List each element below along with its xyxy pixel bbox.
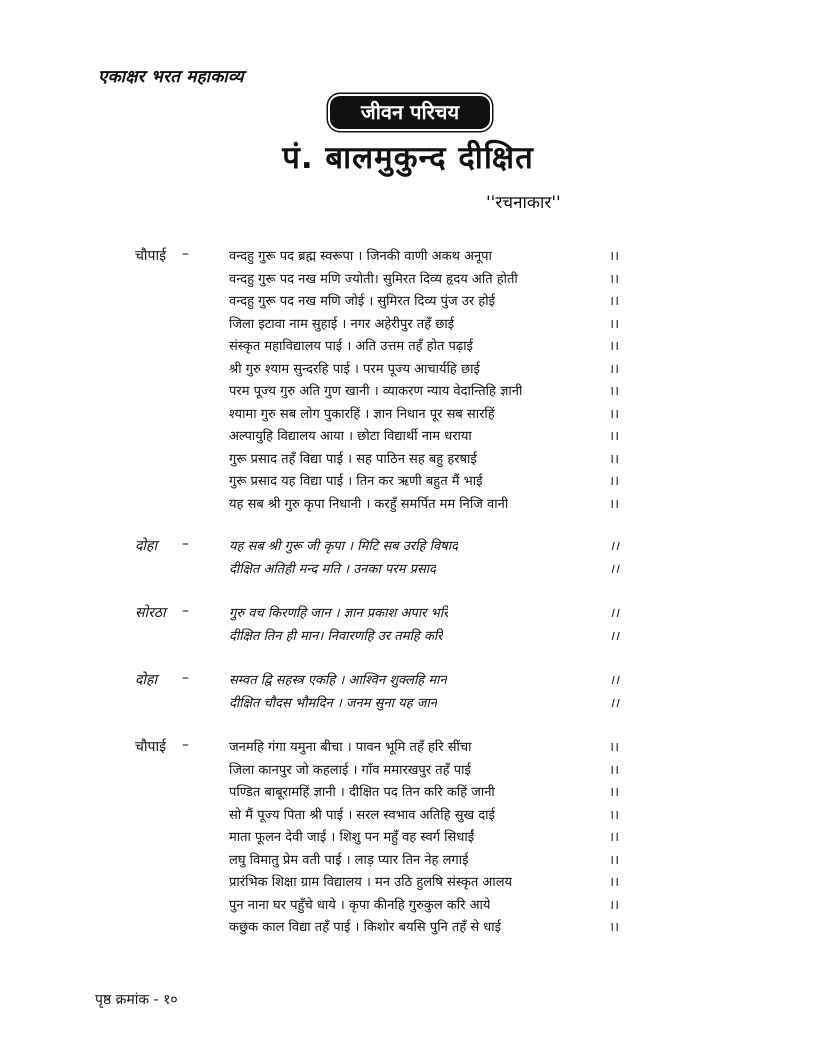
- verse-end-mark: ।।: [609, 807, 619, 823]
- verse-text: माता फूलन देवी जाई । शिशु पन महुँ वह स्वर्ग सिधाईं: [229, 830, 475, 845]
- verse-end-mark: ।।: [609, 695, 619, 711]
- verse-end-mark: ।।: [609, 361, 619, 377]
- verse-end-mark: ।।: [609, 762, 619, 778]
- stanza-dash: –: [182, 737, 189, 753]
- stanza-label: दोहा: [135, 672, 158, 688]
- verse-text: पण्डित बाबूरामहिं ज्ञानी । दीक्षित पद तिन करि कहिं जानी: [229, 785, 495, 800]
- verse-end-mark: ।।: [609, 606, 619, 621]
- verse-line: [229, 603, 619, 626]
- stanza-dash: –: [182, 246, 189, 262]
- verse-end-mark: ।।: [609, 785, 619, 800]
- verse-text: गुरू प्रसाद यह विद्या पाई । तिन कर ऋणी बहुत मैं भाई: [229, 474, 483, 489]
- verse-text: परम पूज्य गुरु अति गुण खानी । व्याकरण न्याय वेदान्तिहि ज्ञानी: [229, 384, 523, 399]
- verse-line: [229, 760, 619, 783]
- verse-line: [229, 670, 619, 693]
- verse-line: [229, 291, 619, 314]
- verse-line: [229, 449, 619, 472]
- verse-line: [229, 494, 619, 517]
- verse-line: [229, 336, 619, 359]
- verse-line: [229, 827, 619, 850]
- stanza-label: सोरठा: [135, 605, 166, 621]
- verse-text: लघु विमातु प्रेम वती पाई । लाड़ प्यार तिन नेह लगाई: [229, 852, 469, 868]
- verse-end-mark: ।।: [609, 673, 619, 688]
- verse-end-mark: ।।: [609, 384, 619, 399]
- stanza-label: दोहा: [135, 538, 158, 554]
- verse-text: दीक्षित तिन ही मान। निवारणहि उर तमहि करि: [229, 628, 443, 644]
- stanza-lines: [229, 603, 619, 648]
- verse-end-mark: ।।: [609, 451, 619, 467]
- verse-text: सो मैं पूज्य पिता श्री पाई । सरल स्वभाव अतिहि सुख दाई: [229, 807, 495, 823]
- verse-text: संस्कृत महाविद्यालय पाई । अति उत्तम तहँ होत पढ़ाई: [229, 339, 473, 354]
- verse-text: सम्वत द्वि सहस्त्र एकहि । आश्विन शुक्लहि मान: [229, 673, 447, 688]
- verse-end-mark: ।।: [609, 920, 619, 935]
- verse-end-mark: ।।: [609, 474, 619, 489]
- verse-text: जिला कानपुर जो कहलाई । गाँव ममारखपुर तहँ पाई: [229, 762, 471, 778]
- verse-text: जिला इटावा नाम सुहाई । नगर अहेरीपुर तहँ छाई: [229, 316, 455, 332]
- verse-line: [229, 381, 619, 404]
- verse-line: [229, 737, 619, 760]
- stanza-dash: –: [182, 603, 189, 619]
- book-title: एकाक्षर भरत महाकाव्य: [98, 67, 244, 87]
- verse-line: [229, 314, 619, 337]
- verse-text: जनमहि गंगा यमुना बीचा । पावन भूमि तहँ हरि सींचा: [229, 740, 472, 755]
- author-role-label: ''रचनाकार'': [486, 193, 561, 213]
- stanza-dash: –: [182, 536, 189, 552]
- verse-text: यह सब श्री गुरु कृपा निधानी । करहुँ समर्पित मम निजि वानी: [229, 496, 509, 512]
- verse-end-mark: ।।: [609, 875, 619, 890]
- verse-line: [229, 872, 619, 895]
- verse-line: [229, 805, 619, 828]
- verse-line: [229, 359, 619, 382]
- verse-text: वन्दहु गुरू पद नख मणि जोई । सुमिरत दिव्य पुंज उर होई: [229, 294, 495, 309]
- stanza-label: चौपाई: [135, 248, 166, 264]
- verse-line: [229, 895, 619, 918]
- verse-end-mark: ।।: [609, 294, 619, 309]
- verse-text: अल्पायुहि विद्यालय आया । छोटा विद्यार्थी नाम धराया: [229, 429, 472, 444]
- verse-text: दीक्षित अतिही मन्द मति । उनका परम प्रसाद: [229, 561, 437, 577]
- verse-line: [229, 536, 619, 559]
- stanza-label: चौपाई: [135, 739, 166, 755]
- verse-text: गुरू प्रसाद तहँ विद्या पाई । सह पाठिन सह बहु हरषाई: [229, 451, 477, 467]
- verse-line: [229, 246, 619, 269]
- verse-end-mark: ।।: [609, 316, 619, 332]
- verse-text: श्यामा गुरु सब लोग पुकारहिं । ज्ञान निधान पूर सब सारहिं: [229, 406, 495, 422]
- verse-end-mark: ।।: [609, 339, 619, 354]
- stanza-lines: [229, 670, 619, 715]
- verse-text: कछुक काल विद्या तहँ पाई । किशोर बयसि पुनि तहँ से धाई: [229, 920, 502, 935]
- page-number: पृष्ठ क्रमांक - १०: [95, 992, 178, 1008]
- stanza-lines: [229, 737, 619, 940]
- verse-line: [229, 917, 619, 940]
- stanza-lines: [229, 536, 619, 581]
- stanza-dash: –: [182, 670, 189, 686]
- stanza-lines: [229, 246, 619, 516]
- verse-end-mark: ।।: [609, 740, 619, 755]
- page-title: पं. बालमुकुन्द दीक्षित: [282, 140, 534, 176]
- verse-end-mark: ।।: [609, 429, 619, 444]
- verse-end-mark: ।।: [609, 249, 619, 264]
- verse-line: [229, 426, 619, 449]
- verse-text: प्रारंभिक शिक्षा ग्राम विद्यालय । मन उठि हुलषि संस्कृत आलय: [229, 875, 513, 890]
- verse-line: [229, 269, 619, 292]
- verse-end-mark: ।।: [609, 496, 619, 512]
- verse-line: [229, 782, 619, 805]
- verse-line: [229, 559, 619, 582]
- verse-text: गुरु वच किरणहि जान । ज्ञान प्रकाश अपार भरि: [229, 606, 449, 621]
- verse-end-mark: ।।: [609, 406, 619, 422]
- verse-line: [229, 850, 619, 873]
- verse-line: [229, 693, 619, 716]
- verse-text: यह सब श्री गुरू जी कृपा । मिटि सब उरहि विषाद: [229, 539, 459, 554]
- verse-text: पुन नाना घर पहुँचे धाये । कृपा कीनहि गुरुकुल करि आये: [229, 897, 491, 913]
- verse-end-mark: ।।: [609, 539, 619, 554]
- verse-end-mark: ।।: [609, 852, 619, 868]
- section-badge: जीवन परिचय: [330, 96, 490, 129]
- verse-line: [229, 626, 619, 649]
- verse-line: [229, 404, 619, 427]
- verse-text: वन्दहु गुरू पद नख मणि ज्योती। सुमिरत दिव्य हृदय अति होती: [229, 271, 518, 287]
- verse-text: श्री गुरु श्याम सुन्दरहि पाई । परम पूज्य आचार्यहि छाई: [229, 361, 480, 377]
- verse-end-mark: ।।: [609, 628, 619, 644]
- verse-end-mark: ।।: [609, 830, 619, 845]
- verse-line: [229, 471, 619, 494]
- verse-end-mark: ।।: [609, 561, 619, 577]
- verse-end-mark: ।।: [609, 897, 619, 913]
- verse-text: दीक्षित चौदस भौमदिन । जनम सुना यह जान: [229, 695, 437, 711]
- verse-end-mark: ।।: [609, 271, 619, 287]
- verse-text: वन्दहु गुरू पद ब्रह्म स्वरूपा । जिनकी वाणी अकथ अनूपा: [229, 249, 492, 264]
